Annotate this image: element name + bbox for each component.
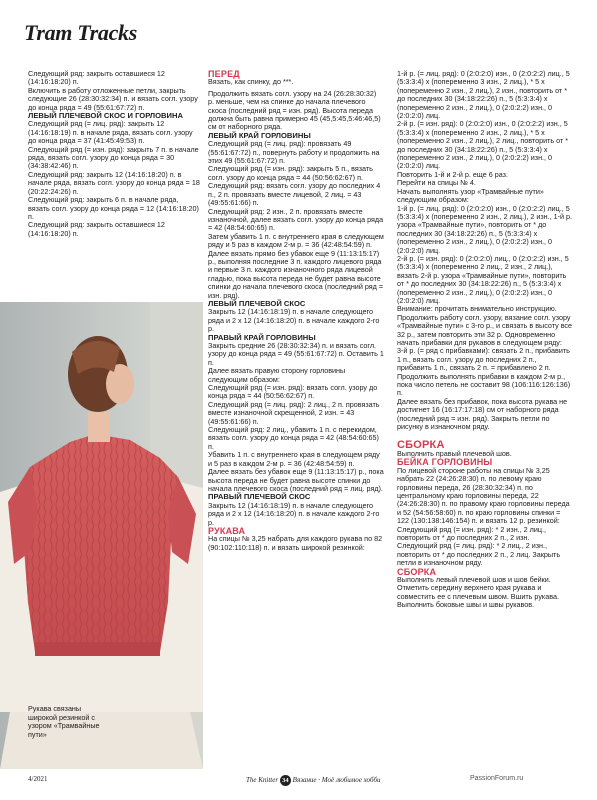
page-number: 4/2021	[28, 775, 48, 783]
section-heading: ЛЕВЫЙ ПЛЕЧЕВОЙ СКОС И ГОРЛОВИНА	[28, 111, 183, 121]
paragraph: Следующий ряд: закрыть 6 п. в начале ряда, вязать согл. узору до конца ряда = 12 (14:16:18:20) п.	[28, 195, 199, 221]
section-heading: ЛЕВЫЙ ПЛЕЧЕВОЙ СКОС	[208, 298, 306, 308]
paragraph: Затем убавить 1 п. с внутреннего края в следующем ряду и 5 раз в каждом 2-м р. = 36 (42:48:54:59) п.	[208, 231, 384, 250]
paragraph: 2-й р. (= изн. ряд): 0 (2:0:2:0) лиц., 0 (2:0:2:2) изн., 5 (5:3:3:4) х (попеременно 2 лиц., 2 изн., 2 лиц.), вязать 2-й р. узора «Трамвайные пути», повторить от * до последних 30 (34:18:22:26) п., 5 (5:3:3:4) х (попеременно 2 изн., 2 лиц.), 0 (2:0:2:2) изн., 0 (2:0:2:0) лиц.	[397, 253, 569, 305]
footer-page-badge: 34	[280, 775, 291, 786]
section-heading-assembly: СБОРКА	[397, 439, 445, 452]
photo-caption: Рукава связаны широкой резинкой с узором «Трамвайные пути»	[28, 704, 100, 739]
column-2	[208, 70, 384, 552]
photo-illustration	[0, 302, 203, 769]
section-heading-front: ПЕРЕД	[208, 69, 240, 79]
paragraph: Убавить 1 п. с внутреннего края в следующем ряду и 5 раз в каждом 2-м р. = 36 (42:48:54:59) п.	[208, 450, 380, 468]
paragraph: Далее вязать прямо без убавок еще 9 (11:13:15:17) р., выполняя последние 3 п. каждого лицевого ряда и первые 3 п. каждого изнаночного ряда лицевой гладью, пока высота переда не будет равна высоте спинки до начала плечевого скоса (последний ряд = изн. ряд).	[208, 248, 384, 300]
magazine-tagline: Вязание · Моё любимое хобби	[292, 776, 381, 784]
paragraph: Следующий ряд: вязать согл. узору до последних 4 п., 2 п. провязать вместе лицевой, 2 лиц. = 43 (49:55:61:66) п.	[208, 181, 381, 208]
paragraph: Далее вязать без убавок еще 9 (11:13:15:17) р., пока высота переда не будет равна высоте спинки до начала плечевого скоса (последний ряд = лиц. ряд).	[208, 467, 384, 493]
paragraph: 1-й р. (= лиц. ряд): 0 (2:0:2:0) изн., 0 (2:0:2:2) лиц., 5 (5:3:3:4) х (попеременно 2 изн., 2 лиц.), 2 изн., 1-й р. узора «Трамвайные пути», повторить от * до последних 30 (34:18:22:26) п., 5 (5:3:3:4) х (попеременно 2 изн., 2 лиц.), 0 (2:0:2:2) изн., 0 (2:0:2:0) лиц.	[397, 203, 573, 255]
paragraph: 3-й р. (= ряд с прибавками): связать 2 п., прибавить 1 п., вязать согл. узору до последних 2 п., прибавить 1 п., связать 2 п. = прибавлено 2 п.	[397, 346, 570, 373]
site-watermark: PassionForum.ru	[470, 775, 524, 782]
section-heading: ЛЕВЫЙ КРАЙ ГОРЛОВИНЫ	[208, 130, 311, 140]
paragraph: Следующий ряд: закрыть оставшиеся 12 (14:16:18:20) п.	[28, 220, 165, 238]
paragraph: Следующий ряд (= лиц. ряд): * 2 лиц., 2 изн., повторить от * до последних 2 п., 2 лиц. Закрыть петли в изнаночном ряду.	[397, 541, 561, 568]
paragraph: Продолжить выполнять прибавки в каждом 2-м р., пока число петель не составит 98 (106:116:126:136) п.	[397, 371, 571, 398]
paragraph: Продолжить вязать согл. узору на 24 (26:28:30:32) р. меньше, чем на спинке до начала плечевого скоса (последний ряд = изн. ряд). Высота переда должна быть равна примерно 45 (45,5:45,5:46:46,5) см от наборного ряда.	[208, 88, 381, 132]
model-photo	[0, 302, 203, 769]
section-heading-assembly-final: СБОРКА	[397, 566, 437, 577]
paragraph: Перейти на спицы № 4.	[397, 178, 476, 188]
paragraph: Следующий ряд (= лиц. ряд): провязать 49 (55:61:67:72) п., повернуть работу и продолжить на этих 49 (55:61:67:72) п.	[208, 139, 380, 166]
column-3	[397, 70, 573, 610]
paragraph: Начать выполнять узор «Трамвайные пути» следующим образом:	[397, 186, 544, 205]
paragraph: Следующий ряд (= лиц. ряд): закрыть 12 (14:16:18:19) п. в начале ряда, вязать согл. узору до конца ряда = 37 (41:45:49:53) п.	[28, 119, 193, 146]
section-heading: ПРАВЫЙ КРАЙ ГОРЛОВИНЫ	[208, 332, 316, 342]
paragraph: Выполнить левый плечевой шов и шов бейки. Отметить середину верхнего края рукава и совместить ее с плечевым швом. Вшить рукава. Выполнить боковые швы и швы рукавов.	[397, 574, 559, 610]
magazine-name: The Knitter	[246, 776, 279, 784]
paragraph: Внимание: прочитать внимательно инструкцию.	[397, 304, 557, 314]
paragraph: Выполнить правый плечевой шов.	[397, 448, 512, 458]
paragraph: 2-й р. (= изн. ряд): 0 (2:0:2:0) изн., 0 (2:0:2:2) изн., 5 (5:3:3:4) х (попеременно 2 изн., 2 лиц.), * 5 х (попеременно 2 изн., 2 лиц.), 2 лиц., повторить от * до последних 30 (34:18:22:26) п., 5 (5:3:3:4) х (попеременно 2 изн., 2 лиц.), 0 (2:0:2:2) изн., 0 (2:0:2:0) лиц.	[397, 119, 569, 171]
paragraph: Следующий ряд: закрыть 12 (14:16:18:20) п. в начале ряда, вязать согл. узору до конца ряда = 18 (20:22:24:26) п.	[28, 169, 200, 196]
paragraph: Закрыть 12 (14:16:18:19) п. в начале следующего ряда и 2 х 12 (14:16:18:20) п. в начале каждого 2-го р.	[208, 307, 380, 334]
paragraph: Включить в работу отложенные петли, закрыть следующие 26 (28:30:32:34) п. и вязать согл. узору до конца ряда = 49 (55:61:67:72) п.	[28, 85, 198, 112]
paragraph: Следующий ряд (= изн. ряд): закрыть 7 п. в начале ряда, вязать согл. узору до конца ряда = 30 (34:38:42:46) п.	[28, 144, 199, 171]
paragraph: Закрыть 12 (14:16:18:19) п. в начале следующего ряда и 2 х 12 (14:16:18:20) п. в начале каждого 2-го р.	[208, 500, 380, 527]
paragraph: По лицевой стороне работы на спицы № 3,25 набрать 22 (24:26:28:30) п. по левому краю горловины переда, 26 (28:30:32:34) п. по центральному краю горловины переда, 22 (24:26:28:30) п. по правому краю горловины переда и 52 (54:56:58:60) п. по краю горловины спинки = 122 (130:138:146:154) п. и вязать 12 р. резинкой:	[397, 465, 570, 526]
paragraph: Следующий ряд: закрыть оставшиеся 12 (14:16:18:20) п.	[28, 69, 165, 87]
magazine-footer	[246, 775, 380, 786]
paragraph: Далее вязать правую сторону горловины следующим образом:	[208, 366, 346, 384]
paragraph: Закрыть средние 26 (28:30:32:34) п. и вязать согл. узору до конца ряда = 49 (55:61:67:72) п. Оставить 1 п.	[208, 341, 384, 367]
paragraph: Далее вязать без прибавок, пока высота рукава не достигнет 16 (16:17:17:18) см от наборного ряда (последний ряд = изн. ряд). Закрыть петли по рисунку в изнаночном ряду.	[397, 396, 568, 432]
page-title: Tram Tracks	[24, 20, 138, 45]
section-heading-neckband: БЕЙКА ГОРЛОВИНЫ	[397, 457, 493, 468]
paragraph: На спицы № 3,25 набрать для каждого рукава по 82 (90:102:110:118) п. и вязать широкой резинкой:	[208, 534, 383, 552]
paragraph: 1-й р. (= лиц. ряд): 0 (2:0:2:0) изн., 0 (2:0:2:2) лиц., 5 (5:3:3:4) х (попеременно 3 изн., 2 лиц.), * 5 х (попеременно 2 изн., 2 лиц.), 2 изн., повторить от * до последних 30 (34:18:22:26) п., 5 (5:3:3:4) х (попеременно 2 изн., 2 лиц.), 0 (2:0:2:2) изн., 0 (2:0:2:0) лиц.	[397, 69, 570, 121]
paragraph: Повторить 1-й и 2-й р. еще 6 раз.	[397, 169, 508, 179]
section-heading-sleeves: РУКАВА	[208, 525, 246, 536]
paragraph: Следующий ряд (= изн. ряд): вязать согл. узору до конца ряда = 44 (50:56:62:67) п.	[208, 383, 378, 401]
section-heading: ПРАВЫЙ ПЛЕЧЕВОЙ СКОС	[208, 492, 311, 502]
paragraph: Следующий ряд: 2 изн., 2 п. провязать вместе изнаночной, далее вязать согл. узору до конца ряда = 42 (48:54:60:65) п.	[208, 206, 384, 233]
paragraph: Следующий ряд (= лиц. ряд): 2 лиц., 2 п. провязать вместе изнаночной скрещенной, 2 изн. = 43 (49:55:61:66) п.	[208, 399, 380, 426]
paragraph: Следующий ряд: 2 лиц., убавить 1 п. с перекидом, вязать согл. узору до конца ряда = 42 (48:54:60:65) п.	[208, 425, 379, 451]
paragraph: Продолжить работу согл. узору, вязание согл. узору «Трамвайные пути» с 3-го р., и связать в высоту все 32 р., затем повторить эти 32 р. Одновременно начать прибавки для рукавов в следующем ряду:	[397, 312, 573, 347]
paragraph: Следующий ряд (= изн. ряд): * 2 изн., 2 лиц., повторить от * до последних 2 п., 2 изн.	[397, 524, 546, 542]
paragraph: Вязать, как спинку, до ***.	[208, 77, 294, 87]
paragraph: Следующий ряд (= изн. ряд): закрыть 5 п., вязать согл. узору до конца ряда = 44 (50:56:62:67) п.	[208, 164, 373, 182]
column-1	[28, 70, 200, 238]
